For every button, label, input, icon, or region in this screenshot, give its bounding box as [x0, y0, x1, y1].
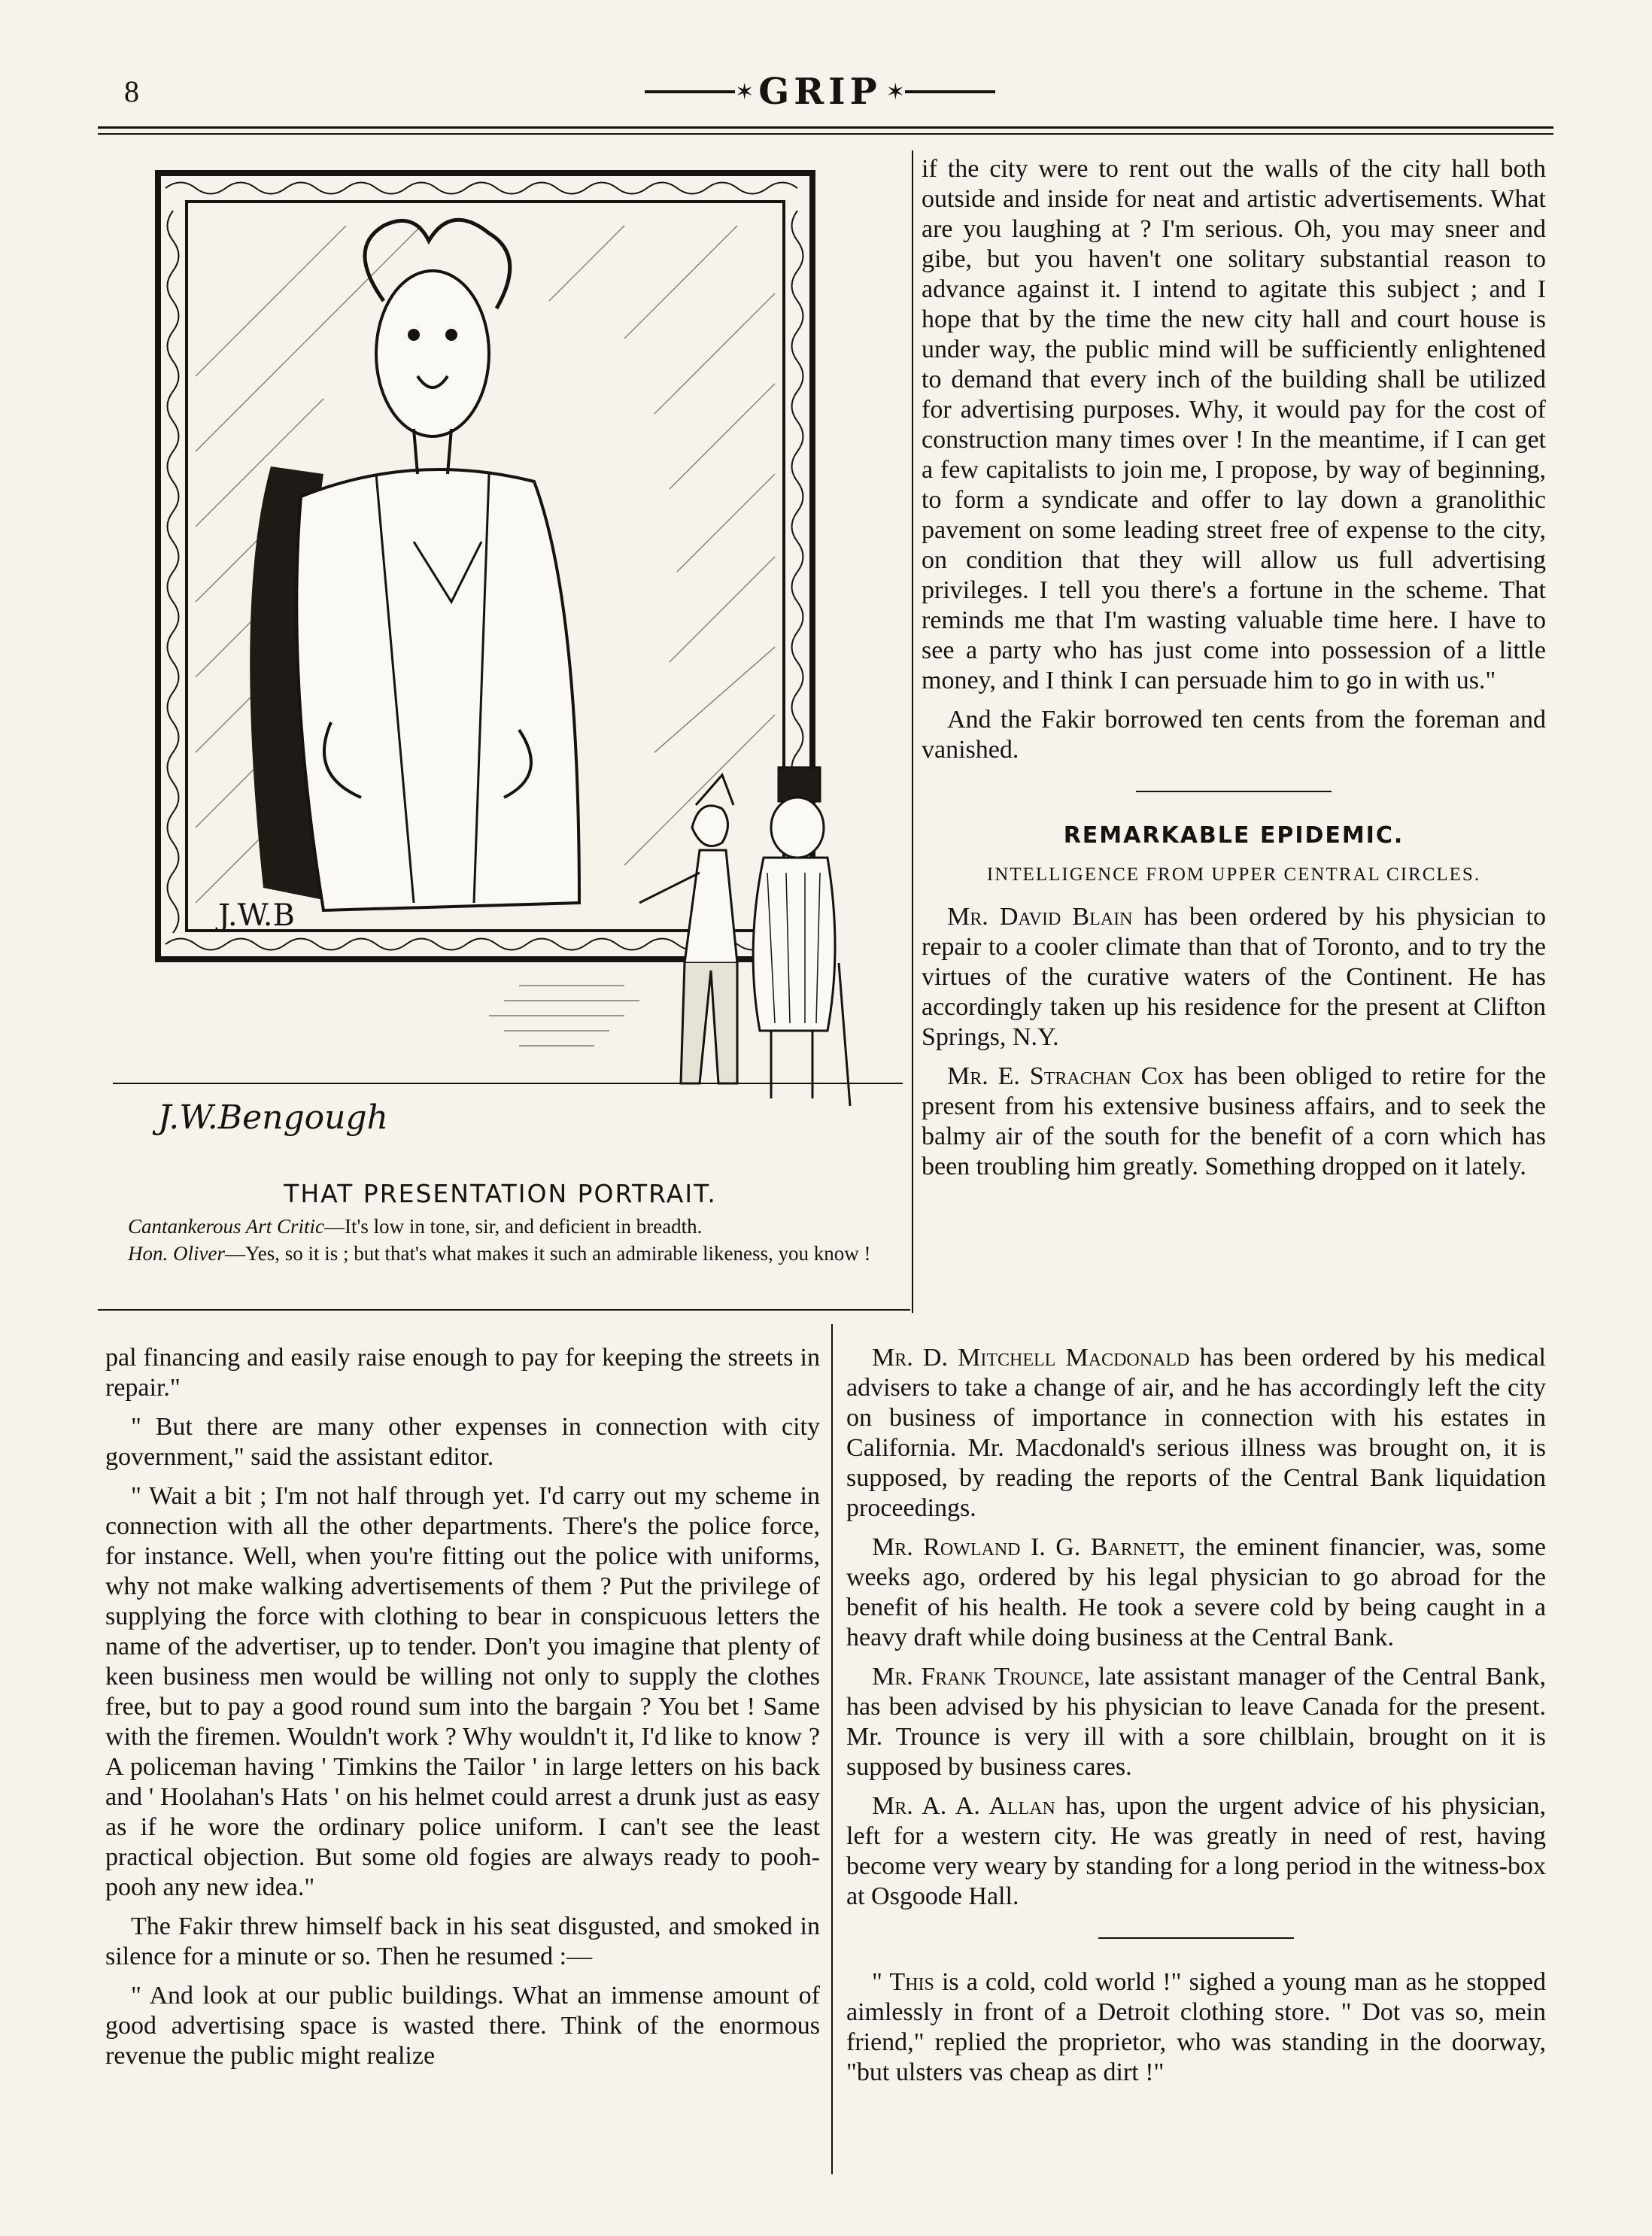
- header-rule-thin: [98, 133, 1553, 135]
- section-heading: REMARKABLE EPIDEMIC.: [1063, 822, 1405, 849]
- floor-hatching: [489, 986, 639, 1046]
- hon-oliver-figure: [753, 767, 850, 1106]
- epidemic-item: [846, 1533, 1546, 1653]
- caption-line-critic: [98, 1213, 903, 1240]
- epidemic-item: [922, 1062, 1546, 1182]
- article-paragraph: if the city were to rent out the walls of the city hall both outside and inside for neat and artistic advertisements. What are you laughing at ? I'm serious. Oh, you may sneer and gibe, but you haven't one solitary substantial reason to advance against it. I intend to agitate this subject ; and I hope that by the time the new city hall and court house is under way, the public mind will be sufficiently enlightened to demand that every inch of the building shall be utilized for advertising purposes. Why, it would pay for the cost of construction many times over ! In the meantime, if I can get a few capitalists to join me, I propose, by way of beginning, to form a syndicate and offer to lay down a granolithic pavement on some leading street free of expense to the city, on condition that they will allow us full advertising privileges. I tell you there's a fortune in the scheme. That reminds me that I'm wasting valuable time here. I have to see a party who has just come into possession of a little money, and I think I can persuade him to go in with us.": [922, 155, 1546, 694]
- article-continuation: [922, 154, 1546, 1191]
- page-number: 8: [124, 74, 139, 108]
- speaker-name: Hon. Oliver: [128, 1242, 225, 1265]
- caption-title: THAT PRESENTATION PORTRAIT.: [284, 1179, 717, 1208]
- item-text: has, upon the urgent advice of his physician, left for a western city. He was greatly in need of rest, having become very weary by standing for a long period in the witness-box at Osgoode Hall.: [846, 1792, 1546, 1910]
- frame-initials: J.W.B: [218, 898, 295, 933]
- item-text: has been ordered by his physician to repair to a cooler climate than that of Toronto, and to try the virtues of the curative waters of the Continent. He has accordingly taken up his residence for the present at Clifton Springs, N.Y.: [922, 903, 1546, 1051]
- person-name: Mr. Frank Trounce,: [872, 1663, 1091, 1691]
- article-paragraph: " But there are many other expenses in connection with city government," said the assistant editor.: [105, 1413, 820, 1471]
- section-divider: [1136, 791, 1332, 792]
- item-text: has been ordered by his medical advisers to take a change of air, and he has accordingly left the city on business of importance in connection with his estates in California. Mr. Macdonald's serious illness was brought on, it is supposed, by reading the reports of the Central Bank liquidation proceedings.: [846, 1344, 1546, 1522]
- item-text: late assistant manager of the Central Bank, has been advised by his physician to leave Canada for the present. Mr. Trounce is very ill with a sore chilblain, brought on it is supposed by business cares.: [846, 1663, 1546, 1781]
- epidemic-continued: [846, 1343, 1546, 2097]
- person-name: Mr. A. A. Allan: [872, 1792, 1055, 1820]
- column-rule-top: [912, 150, 913, 1313]
- masthead-title: GRIP: [758, 71, 882, 113]
- item-text: the eminent financier, was, some weeks ago, ordered by his legal physician to go abroad for the benefit of his health. He took a severe cold by being caught in a heavy draft while doing business at the Central Bank.: [846, 1533, 1546, 1651]
- header-rule: [98, 126, 1553, 129]
- epidemic-item: [922, 902, 1546, 1053]
- cartoon-illustration: [98, 150, 910, 1151]
- joke-paragraph: [846, 1967, 1546, 2088]
- masthead-rule-left: [645, 90, 735, 93]
- joke-lead: " This: [872, 1968, 934, 1996]
- artist-signature: J.W.Bengough: [158, 1098, 388, 1137]
- epidemic-item: [846, 1662, 1546, 1782]
- joke-text: is a cold, cold world !" sighed a young man as he stopped aimlessly in front of a Detroit clothing store. " Dot vas so, mein friend," replied the proprietor, who was standing in the doorway, "but ulsters vas cheap as dirt !": [846, 1968, 1546, 2086]
- speaker-name: Cantankerous Art Critic: [128, 1215, 325, 1238]
- article-paragraph: The Fakir threw himself back in his seat disgusted, and smoked in silence for a minute or so. Then he resumed :—: [105, 1912, 820, 1970]
- caption-line-oliver: [98, 1240, 903, 1267]
- caption-dialogue: [98, 1213, 903, 1267]
- epidemic-item: [846, 1343, 1546, 1524]
- article-paragraph: " And look at our public buildings. What an immense amount of good advertising space is wasted there. Think of the enormous revenue the public might realize: [105, 1982, 820, 2070]
- epidemic-item: [846, 1791, 1546, 1912]
- masthead-rule-right: [905, 90, 995, 93]
- person-name: Mr. D. Mitchell Macdonald: [872, 1344, 1190, 1372]
- item-text: has been obliged to retire for the present from his extensive business affairs, and to seek the balmy air of the south for the benefit of a corn which has been troubling him greatly. Something dropped on it lately.: [922, 1062, 1546, 1180]
- article-closing: And the Fakir borrowed ten cents from the foreman and vanished.: [922, 706, 1546, 764]
- person-name: Mr. Rowland I. G. Barnett,: [872, 1533, 1186, 1561]
- person-name: Mr. E. Strachan Cox: [947, 1062, 1184, 1090]
- star-ornament-left: ✶: [735, 79, 755, 105]
- portrait-cartoon-drawing: [98, 150, 910, 1151]
- portrait-figure: [296, 220, 579, 910]
- caption-text: —Yes, so it is ; but that's what makes it such an admirable likeness, you know !: [224, 1242, 871, 1265]
- article-paragraph: " Wait a bit ; I'm not half through yet. I'd carry out my scheme in connection with all the other departments. There's the police force, for instance. Well, when you're fitting out the police with uniforms, why not make walking advertisements of them ? Put the privilege of supplying the force with clothing to bear in conspicuous letters the name of the advertiser, up to tender. Don't you imagine that plenty of keen business men would be willing not only to supply the clothes free, but to pay a good round sum into the bargain ? You bet ! Same with the firemen. Wouldn't work ? Why wouldn't it, I'd like to know ? A policeman having ' Timkins the Tailor ' in large letters on his back and ' Hoolahan's Hats ' on his helmet could arrest a drunk just as easy as if he wore the ordinary police uniform. I can't see the least practical objection. But some old fogies are always ready to pooh-pooh any new idea.": [105, 1482, 820, 1901]
- person-name: Mr. David Blain: [947, 903, 1133, 931]
- star-ornament-right: ✶: [885, 79, 905, 105]
- caption-text: —It's low in tone, sir, and deficient in breadth.: [324, 1215, 703, 1238]
- section-subheading: INTELLIGENCE FROM UPPER CENTRAL CIRCLES.: [986, 864, 1481, 885]
- section-divider: [1098, 1937, 1294, 1939]
- article-paragraph: pal financing and easily raise enough to pay for keeping the streets in repair.": [105, 1344, 820, 1402]
- masthead: [594, 69, 1046, 114]
- article-left-column: [105, 1343, 820, 2080]
- caption-rule: [98, 1309, 910, 1311]
- column-rule-bottom: [831, 1324, 833, 2174]
